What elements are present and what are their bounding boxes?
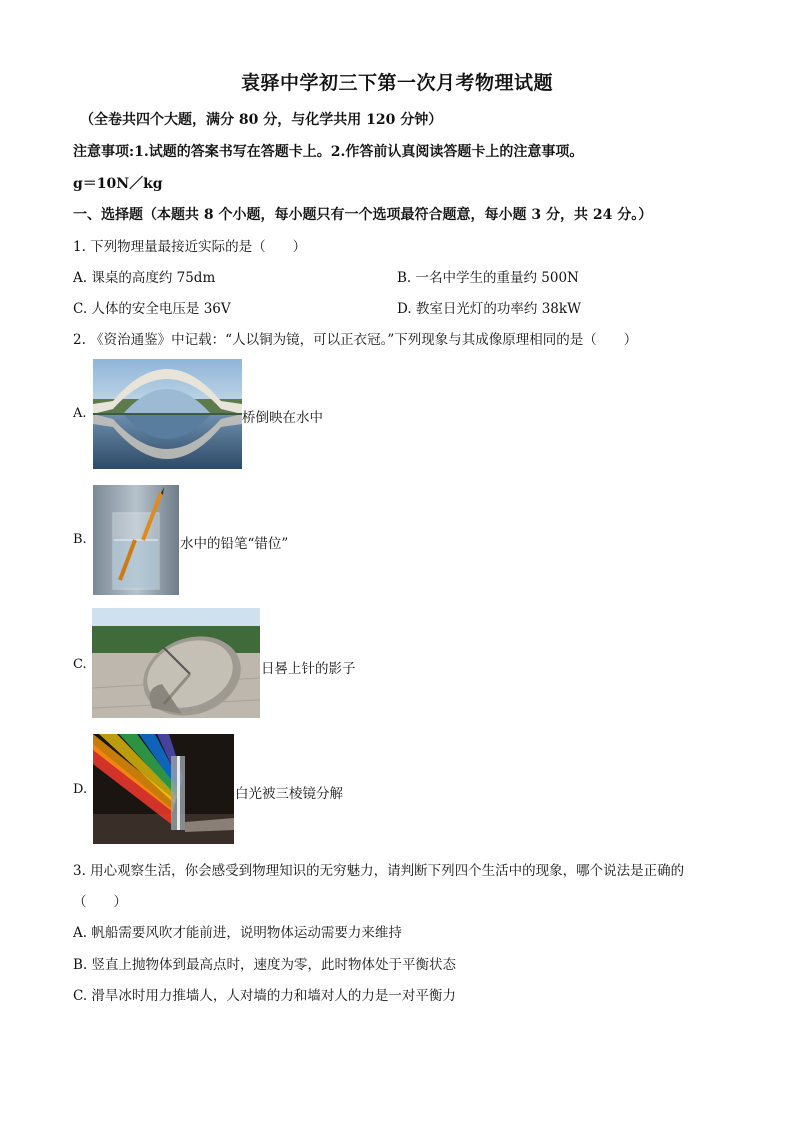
- section-heading: 一、选择题（本题共 8 个小题，每小题只有一个选项最符合题意，每小题 3 分，共 24 分。）: [73, 207, 653, 223]
- q2-option-d-text: 白光被三棱镜分解: [235, 786, 343, 802]
- q3-option-b: B. 竖直上抛物体到最高点时，速度为零，此时物体处于平衡状态: [73, 957, 457, 973]
- q1-option-a: A. 课桌的高度约 75dm: [73, 270, 216, 286]
- subtitle: （全卷共四个大题，满分 80 分，与化学共用 120 分钟）: [80, 112, 443, 128]
- q2-option-a-text: 桥倒映在水中: [242, 410, 323, 426]
- q1-option-c: C. 人体的安全电压是 36V: [73, 301, 231, 317]
- notice: 注意事项:1.试题的答案书写在答题卡上。2.作答前认真阅读答题卡上的注意事项。: [73, 144, 584, 160]
- q3-option-a: A. 帆船需要风吹才能前进，说明物体运动需要力来维持: [73, 925, 402, 941]
- q2-option-b-label: B.: [73, 532, 87, 547]
- bridge-reflection-image: [93, 359, 242, 469]
- q1-stem: 1. 下列物理量最接近实际的是（ ）: [73, 239, 307, 255]
- q3-stem-line2: （ ）: [73, 894, 127, 910]
- q3-stem-line1: 3. 用心观察生活，你会感受到物理知识的无穷魅力，请判断下列四个生活中的现象，哪个说法是正确的: [73, 863, 685, 879]
- q2-option-c-text: 日晷上针的影子: [261, 661, 356, 677]
- q2-option-a-label: A.: [73, 406, 87, 421]
- prism-image: [93, 734, 234, 844]
- q1-option-b: B. 一名中学生的重量约 500N: [397, 270, 579, 286]
- page-title: 袁驿中学初三下第一次月考物理试题: [240, 72, 553, 94]
- q2-option-c-label: C.: [73, 657, 87, 672]
- sundial-image: [92, 608, 260, 718]
- q2-stem: 2. 《资治通鉴》中记载：“人以铜为镜，可以正衣冠。”下列现象与其成像原理相同的是（ ）: [73, 332, 638, 348]
- pencil-in-water-image: [93, 485, 179, 595]
- q3-option-c: C. 滑旱冰时用力推墙人，人对墙的力和墙对人的力是一对平衡力: [73, 988, 456, 1004]
- q2-option-d-label: D.: [73, 782, 88, 797]
- q1-option-d: D. 教室日光灯的功率约 38kW: [397, 301, 581, 317]
- gravity-constant: g＝10N／kg: [73, 176, 163, 192]
- q2-option-b-text: 水中的铅笔“错位”: [180, 536, 289, 552]
